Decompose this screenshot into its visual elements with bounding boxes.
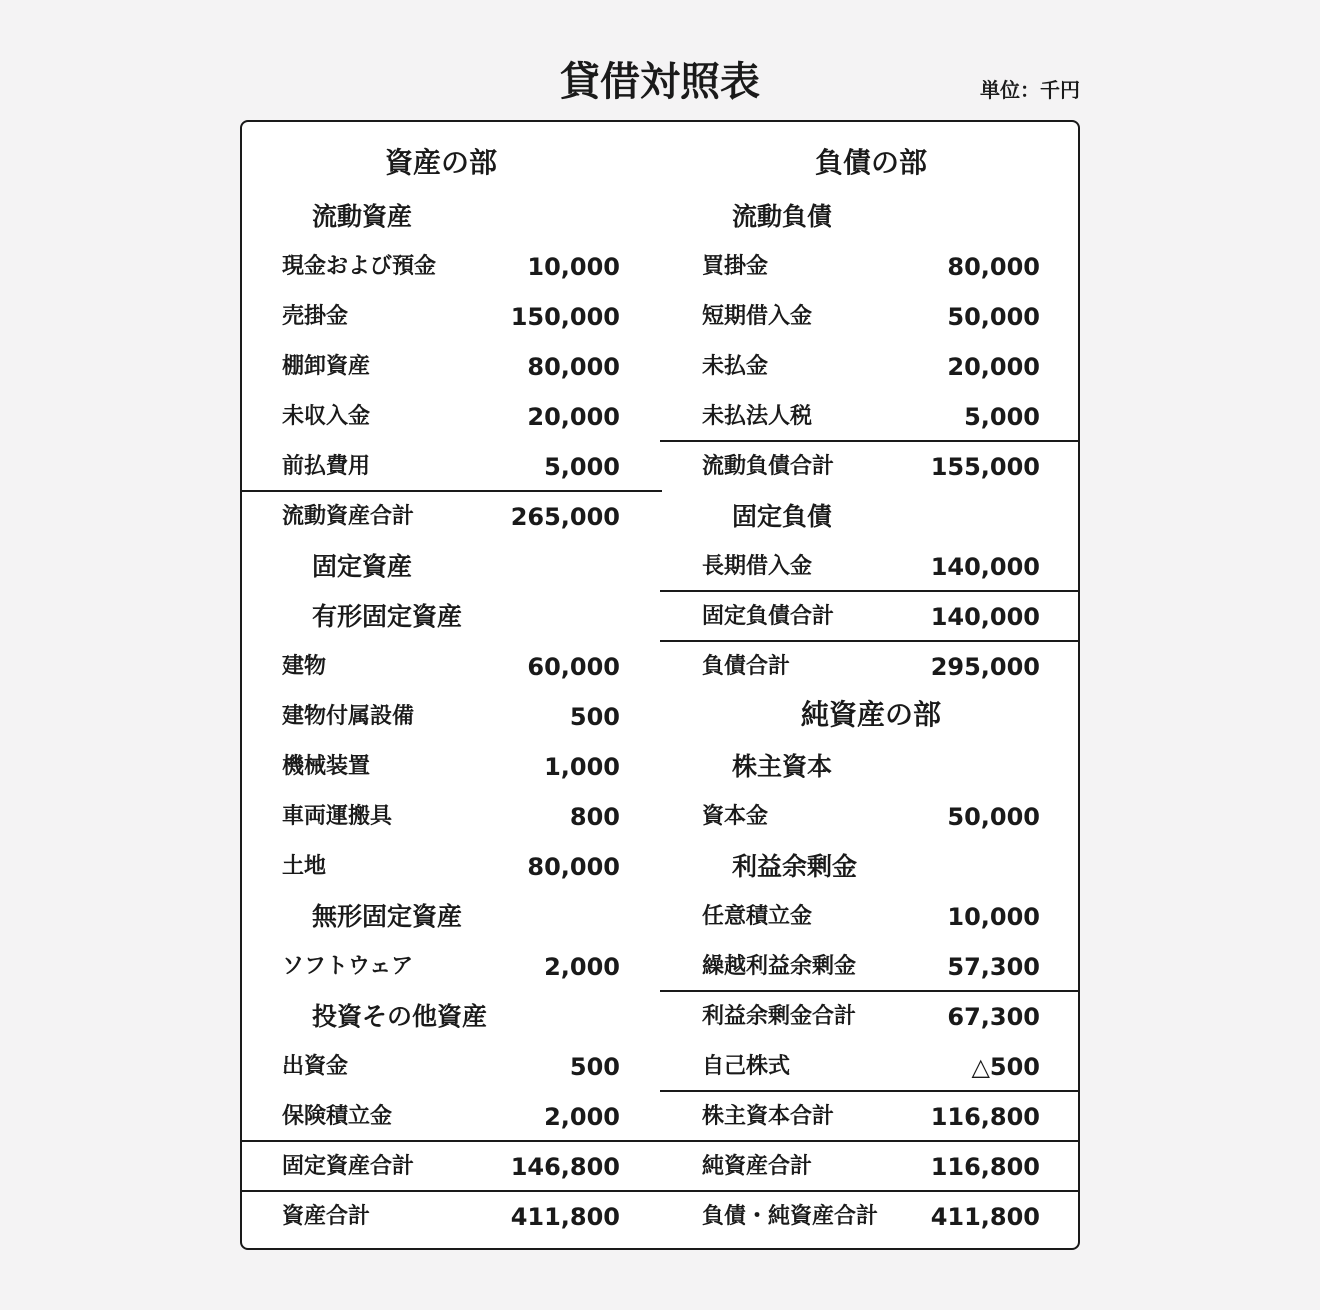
- current-assets-heading: 流動資産: [312, 202, 413, 231]
- equity-row-voluntary-reserve: 任意積立金 10,000: [702, 903, 1040, 931]
- asset-row-vehicles: 車両運搬具 800: [282, 803, 620, 831]
- fixed-liabilities-total-row: 固定負債合計 140,000: [702, 603, 1040, 631]
- rule-liabilities-total: [660, 640, 1078, 642]
- liability-row-long-term-loans: 長期借入金 140,000: [702, 553, 1040, 581]
- rule-current-liabilities-total: [660, 440, 1078, 442]
- liabilities-total-row: 負債合計 295,000: [702, 653, 1040, 681]
- asset-row-receivables: 売掛金 150,000: [282, 303, 620, 331]
- asset-row-cash: 現金および預金 10,000: [282, 253, 620, 281]
- asset-row-land: 土地 80,000: [282, 853, 620, 881]
- liability-row-income-tax: 未払法人税 5,000: [702, 403, 1040, 431]
- net-assets-heading: 純資産の部: [800, 698, 941, 731]
- unit-label: 単位：千円: [980, 78, 1080, 102]
- asset-row-machinery: 機械装置 1,000: [282, 753, 620, 781]
- grand-total-row: 負債・純資産合計 411,800: [702, 1203, 1040, 1231]
- retained-earnings-heading: 利益余剰金: [732, 852, 858, 881]
- liability-row-accrued: 未払金 20,000: [702, 353, 1040, 381]
- asset-row-investments: 出資金 500: [282, 1053, 620, 1081]
- equity-row-treasury-stock: 自己株式 △500: [702, 1053, 1040, 1081]
- asset-row-insurance-reserve: 保険積立金 2,000: [282, 1103, 620, 1131]
- liability-row-short-term-loans: 短期借入金 50,000: [702, 303, 1040, 331]
- equity-row-capital: 資本金 50,000: [702, 803, 1040, 831]
- liabilities-heading: 負債の部: [814, 146, 927, 179]
- retained-earnings-total-row: 利益余剰金合計 67,300: [702, 1003, 1040, 1031]
- current-assets-total-row: 流動資産合計 265,000: [282, 503, 620, 531]
- assets-total-row: 資産合計 411,800: [282, 1203, 620, 1231]
- fixed-liabilities-heading: 固定負債: [732, 502, 833, 531]
- asset-row-buildings: 建物 60,000: [282, 653, 620, 681]
- equity-row-carried-forward: 繰越利益余剰金 57,300: [702, 953, 1040, 981]
- asset-row-accrued-income: 未収入金 20,000: [282, 403, 620, 431]
- rule-retained-earnings-total: [660, 990, 1078, 992]
- liability-row-payables: 買掛金 80,000: [702, 253, 1040, 281]
- current-liabilities-total-row: 流動負債合計 155,000: [702, 453, 1040, 481]
- investment-assets-heading: 投資その他資産: [312, 1002, 488, 1031]
- rule-grand-totals: [242, 1190, 1078, 1192]
- asset-row-prepaid: 前払費用 5,000: [282, 453, 620, 481]
- balance-sheet-table: [240, 120, 1080, 1250]
- tangible-assets-heading: 有形固定資産: [312, 602, 463, 631]
- assets-heading: 資産の部: [384, 146, 497, 179]
- page-title: 貸借対照表: [560, 59, 760, 105]
- equity-heading: 株主資本: [732, 752, 833, 781]
- net-assets-total-row: 純資産合計 116,800: [702, 1153, 1040, 1181]
- asset-row-inventory: 棚卸資産 80,000: [282, 353, 620, 381]
- rule-fixed-liabilities-total: [660, 590, 1078, 592]
- asset-row-building-fixtures: 建物付属設備 500: [282, 703, 620, 731]
- current-liabilities-heading: 流動負債: [732, 202, 833, 231]
- fixed-assets-heading: 固定資産: [312, 552, 413, 581]
- asset-row-software: ソフトウェア 2,000: [282, 953, 620, 981]
- fixed-assets-total-row: 固定資産合計 146,800: [282, 1153, 620, 1181]
- rule-fixed-totals: [242, 1140, 1078, 1142]
- rule-current-assets-total: [242, 490, 662, 492]
- rule-equity-total: [660, 1090, 1078, 1092]
- intangible-assets-heading: 無形固定資産: [312, 902, 463, 931]
- equity-total-row: 株主資本合計 116,800: [702, 1103, 1040, 1131]
